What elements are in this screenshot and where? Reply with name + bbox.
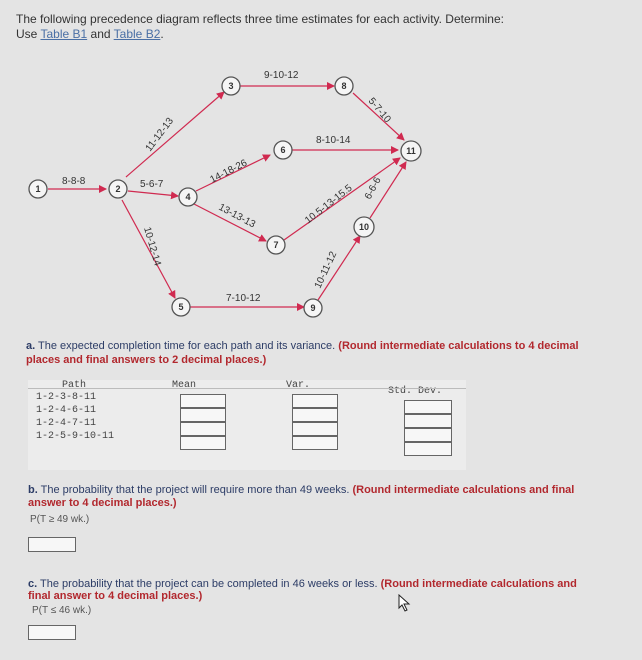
mean-input-4[interactable] [180,436,226,450]
edge-label-8-11: 5-7-10 [365,95,393,126]
part-c-text: The probability that the project can be completed in 46 weeks or less. [40,578,378,590]
sd-input-2[interactable] [404,414,452,428]
and-label: and [90,27,111,41]
node-10-label: 10 [358,222,370,232]
node-11-label: 11 [406,146,416,156]
part-c-instruction-1: (Round intermediate calculations and [380,578,577,590]
edge-label-1-2: 8-8-8 [62,176,86,187]
path-row-3: 1-2-4-7-11 [36,418,97,429]
edge-label-5-9: 7-10-12 [226,293,261,304]
edge-label-2-3: 11-12-13 [143,115,177,154]
var-input-3[interactable] [292,422,338,436]
part-b-answer-input[interactable] [28,537,76,552]
edge-label-6-11: 8-10-14 [316,135,351,146]
header-path: Path [62,380,87,391]
header-divider [28,388,466,389]
var-input-2[interactable] [292,408,338,422]
part-b-question [28,484,574,496]
part-b-instruction-1: (Round intermediate calculations and final [352,484,575,496]
node-8-label: 8 [341,81,347,91]
edge-label-4-7: 13-13-13 [216,201,258,231]
node-7-label: 7 [273,240,279,250]
part-b-text: The probability that the project will require more than 49 weeks. [40,484,350,496]
edge-2-3 [126,92,224,177]
edge-label-10-11: 6-6-6 [362,175,384,202]
part-a-instruction-1: (Round intermediate calculations to 4 decimal [338,340,579,352]
sd-input-3[interactable] [404,428,452,442]
path-row-2: 1-2-4-6-11 [36,405,97,416]
node-1-label: 1 [35,184,41,194]
part-c-question [28,578,577,590]
table-b1-link[interactable]: Table B1 [40,27,88,41]
mean-input-2[interactable] [180,408,226,422]
part-a-label: a. [26,340,36,352]
mean-input-3[interactable] [180,422,226,436]
mouse-cursor-icon [398,594,412,612]
edge-label-3-8: 9-10-12 [264,70,299,81]
edge-label-2-5: 10-12-14 [141,225,163,268]
node-4-label: 4 [185,192,191,202]
part-c-answer-input[interactable] [28,625,76,640]
part-c-label: c. [28,578,38,590]
node-2-label: 2 [115,184,121,194]
header-var: Var. [286,380,311,391]
node-6-label: 6 [280,145,286,155]
edge-label-4-6: 14-18-26 [208,157,250,186]
part-a-instruction-line2 [26,354,266,366]
part-b-instruction-line2 [28,497,177,509]
table-b2-link[interactable]: Table B2 [113,27,161,41]
part-c-instruction-2: final answer to 4 decimal places.) [28,590,203,602]
part-a-text: The expected completion time for each path and its variance. [38,340,336,352]
path-row-1: 1-2-3-8-11 [36,392,97,403]
edge-label-7-11: 10.5-13-15.5 [303,182,355,227]
var-input-4[interactable] [292,436,338,450]
node-5-label: 5 [178,302,184,312]
sd-input-1[interactable] [404,400,452,414]
part-a-question [26,340,579,352]
mean-input-1[interactable] [180,394,226,408]
intro-line1: The following precedence diagram reflects three time estimates for each activity. Determine: [16,12,504,26]
part-a-instruction-2: places and final answers to 2 decimal places.) [26,354,267,366]
path-table [28,380,466,470]
part-c-instruction-line2 [28,590,202,602]
var-input-1[interactable] [292,394,338,408]
edge-2-4 [128,191,178,196]
edge-label-2-4: 5-6-7 [140,179,164,190]
header-sd: Std. Dev. [388,386,443,397]
part-b-label: b. [28,484,38,496]
node-9-label: 9 [310,303,316,313]
use-label: Use [16,27,38,41]
edge-label-9-10: 10-11-12 [312,250,340,291]
part-c-probability-label: P(T ≤ 46 wk.) [32,605,92,616]
period: . [160,27,164,41]
node-3-label: 3 [228,81,234,91]
sd-input-4[interactable] [404,442,452,456]
header-mean: Mean [172,380,197,391]
path-row-4: 1-2-5-9-10-11 [36,431,115,442]
part-b-probability-label: P(T ≥ 49 wk.) [30,514,90,525]
part-b-instruction-2: answer to 4 decimal places.) [28,497,177,509]
